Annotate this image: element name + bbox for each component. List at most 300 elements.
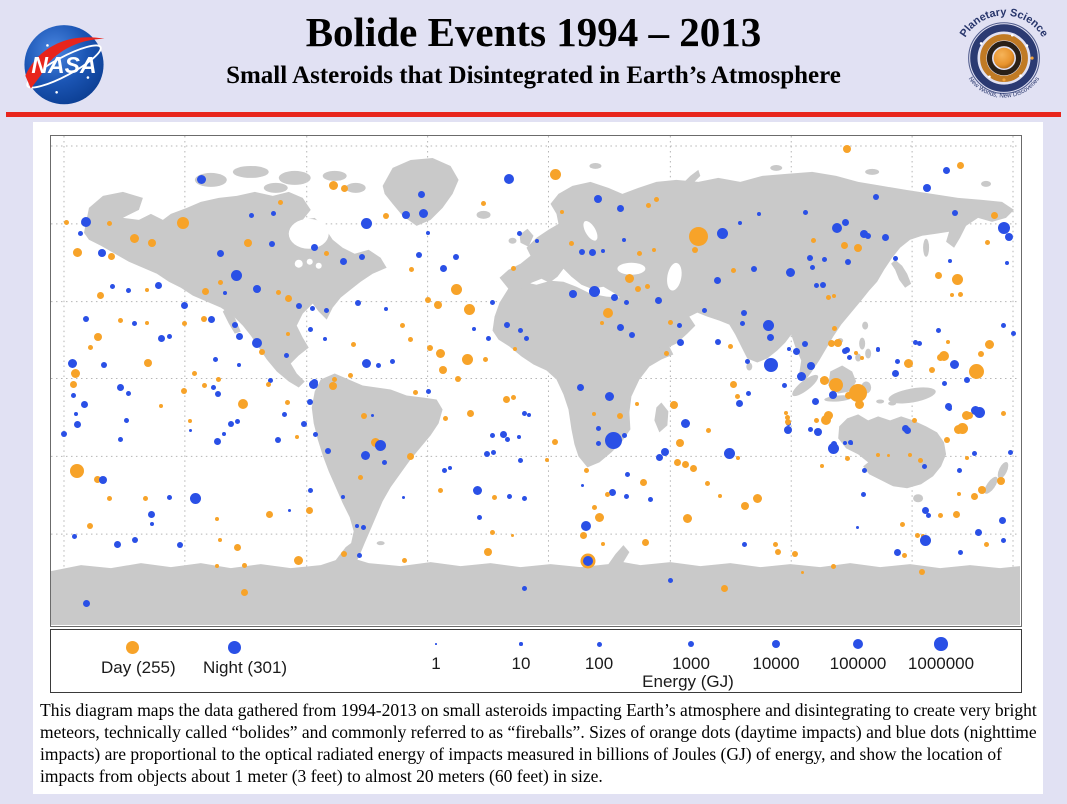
- bolide-dot: [130, 234, 139, 243]
- bolide-dot: [242, 563, 247, 568]
- bolide-dot: [71, 369, 80, 378]
- bolide-dot: [810, 265, 815, 270]
- bolide-dot: [61, 431, 67, 437]
- bolide-dot: [965, 456, 969, 460]
- bolide-dot: [957, 162, 964, 169]
- bolide-dot: [942, 381, 947, 386]
- bolide-dot: [145, 288, 149, 292]
- bolide-dot: [640, 479, 647, 486]
- bolide-dot: [786, 268, 795, 277]
- bolide-dot: [481, 201, 486, 206]
- bolide-dot: [513, 347, 517, 351]
- bolide-dot: [876, 453, 880, 457]
- bolide-dot: [355, 300, 361, 306]
- bolide-dot: [705, 481, 710, 486]
- bolide-dot: [324, 251, 329, 256]
- bolide-dot: [601, 249, 605, 253]
- energy-scale-dot: [519, 642, 523, 646]
- bolide-dot: [271, 211, 276, 216]
- bolide-dot: [946, 340, 950, 344]
- bolide-dot: [661, 448, 669, 456]
- bolide-dot: [637, 251, 642, 256]
- bolide-dot: [167, 334, 172, 339]
- bolide-dot: [950, 293, 954, 297]
- bolide-dot: [234, 544, 241, 551]
- bolide-dot: [821, 415, 831, 425]
- bolide-dot: [359, 254, 365, 260]
- bolide-dot: [577, 384, 584, 391]
- bolide-dot: [938, 513, 943, 518]
- bolide-dot: [841, 242, 848, 249]
- bolide-dot: [390, 359, 395, 364]
- bolide-dot: [847, 355, 852, 360]
- bolide-dot: [311, 244, 318, 251]
- bolide-dot: [491, 450, 496, 455]
- bolide-dot: [952, 274, 963, 285]
- energy-scale-dot: [772, 640, 781, 649]
- night-swatch-icon: [228, 641, 241, 654]
- bolide-dot: [702, 308, 707, 313]
- bolide-dot: [107, 221, 112, 226]
- bolide-dot: [735, 394, 740, 399]
- bolide-dot: [717, 228, 728, 239]
- bolide-dot: [211, 385, 216, 390]
- bolide-dot: [235, 419, 240, 424]
- bolide-dot: [78, 231, 83, 236]
- bolide-dot: [503, 396, 510, 403]
- bolide-dot: [908, 453, 912, 457]
- bolide-dot: [1008, 450, 1013, 455]
- bolide-dot: [535, 239, 539, 243]
- bolide-dot: [371, 414, 374, 417]
- bolide-dot: [114, 541, 121, 548]
- bolide-dot: [145, 321, 149, 325]
- day-swatch-icon: [126, 641, 139, 654]
- bolide-dot: [201, 316, 207, 322]
- bolide-dot: [773, 542, 778, 547]
- bolide-dot: [427, 345, 433, 351]
- bolide-dot: [383, 213, 389, 219]
- bolide-dot: [1011, 331, 1016, 336]
- bolide-dot: [295, 435, 299, 439]
- bolide-dot: [617, 205, 624, 212]
- bolide-dot: [845, 259, 851, 265]
- bolide-dot: [603, 308, 613, 318]
- bolide-dot: [757, 212, 761, 216]
- bolide-dot: [307, 399, 313, 405]
- bolide-dot: [384, 307, 388, 311]
- bolide-dot: [782, 383, 787, 388]
- bolide-dot: [202, 383, 207, 388]
- bolide-dot: [94, 333, 102, 341]
- bolide-dot: [918, 458, 923, 463]
- bolide-dot: [269, 241, 275, 247]
- bolide-dot: [148, 511, 155, 518]
- bolide-dot: [985, 340, 994, 349]
- bolide-dot: [971, 493, 978, 500]
- bolide-dot: [505, 437, 510, 442]
- bolide-dot: [402, 211, 410, 219]
- bolide-dot: [275, 437, 281, 443]
- bolide-dot: [692, 247, 698, 253]
- bolide-dot: [83, 316, 89, 322]
- bolide-dot: [741, 502, 749, 510]
- bolide-dot: [635, 286, 641, 292]
- bolide-dot: [517, 435, 521, 439]
- bolide-dot: [793, 348, 800, 355]
- bolide-dot: [728, 344, 733, 349]
- energy-scale-dot: [597, 642, 602, 647]
- bolide-dot: [601, 542, 605, 546]
- bolide-dot: [736, 400, 743, 407]
- bolide-dot: [858, 401, 863, 406]
- bolide-dot: [978, 486, 986, 494]
- bolide-dot: [348, 373, 353, 378]
- bolide-dot: [952, 210, 958, 216]
- bolide-dot: [402, 496, 405, 499]
- bolide-dot: [926, 513, 931, 518]
- night-label: Night (301): [203, 658, 288, 677]
- bolide-dot: [101, 362, 107, 368]
- bolide-dot: [642, 539, 649, 546]
- planetary-science-logo-icon: [952, 4, 1056, 108]
- bolide-dot: [241, 589, 248, 596]
- bolide-dot: [97, 292, 104, 299]
- bolide-dot: [382, 460, 387, 465]
- bolide-dot: [676, 439, 684, 447]
- bolide-dot: [741, 310, 747, 316]
- bolide-dot: [764, 358, 778, 372]
- bolide-dot: [355, 524, 359, 528]
- bolide-dot: [832, 326, 837, 331]
- bolide-dot: [181, 302, 188, 309]
- bolide-dot: [357, 553, 362, 558]
- bolide-dot: [253, 285, 261, 293]
- bolide-dot: [416, 252, 422, 258]
- bolide-dot: [689, 227, 708, 246]
- bolide-dot: [192, 371, 197, 376]
- bolide-dot: [507, 494, 512, 499]
- page-subtitle: Small Asteroids that Disintegrated in Earth’s Atmosphere: [226, 62, 841, 89]
- bolide-dot: [828, 443, 839, 454]
- bolide-dot: [126, 391, 131, 396]
- bolide-dot: [266, 511, 273, 518]
- bolide-dot: [745, 359, 750, 364]
- bolide-dot: [550, 169, 561, 180]
- bolide-dot: [182, 321, 187, 326]
- bolide-dot: [991, 212, 998, 219]
- bolide-dot: [820, 464, 824, 468]
- bolide-dot: [917, 341, 922, 346]
- bolide-dot: [957, 492, 961, 496]
- bolide-dot: [814, 418, 819, 423]
- bolide-dot: [677, 339, 684, 346]
- bolide-dot: [341, 551, 347, 557]
- bolide-dot: [929, 367, 935, 373]
- bolide-dot: [646, 203, 651, 208]
- bolide-dot: [167, 495, 172, 500]
- energy-scale-dot: [688, 641, 695, 648]
- bolide-dot: [947, 406, 952, 411]
- bolide-dot: [842, 348, 848, 354]
- bolide-dot: [222, 432, 226, 436]
- bolide-dot: [340, 258, 347, 265]
- bolide-dot: [278, 200, 283, 205]
- energy-scale-value: 10000: [752, 654, 800, 673]
- bolide-dot: [511, 395, 516, 400]
- bolide-dot: [617, 413, 623, 419]
- bolide-dot: [215, 391, 221, 397]
- bolide-dot: [83, 600, 90, 607]
- bolide-dot: [294, 556, 303, 565]
- bolide-dot: [150, 522, 154, 526]
- bolide-dot: [622, 433, 627, 438]
- energy-scale-dot: [934, 637, 948, 651]
- bolide-dot: [920, 535, 931, 546]
- bolide-dot: [408, 337, 413, 342]
- bolide-dot: [99, 476, 107, 484]
- bolide-dot: [73, 248, 82, 257]
- bolide-dot: [715, 339, 721, 345]
- bolide-dot: [81, 217, 91, 227]
- bolide-dot: [957, 423, 968, 434]
- bolide-dot: [569, 241, 574, 246]
- bolide-dot: [957, 468, 962, 473]
- bolide-dot: [822, 257, 827, 262]
- bolide-dot: [117, 384, 124, 391]
- bolide-dot: [958, 292, 963, 297]
- bolide-dot: [1005, 261, 1009, 265]
- bolide-dot: [936, 328, 941, 333]
- bolide-dot: [832, 223, 842, 233]
- bolide-dot: [181, 388, 187, 394]
- bolide-dot: [625, 274, 634, 283]
- bolide-dot: [244, 239, 252, 247]
- bolide-dot: [218, 538, 222, 542]
- bolide-dot: [236, 333, 243, 340]
- bolide-dot: [882, 234, 889, 241]
- bolide-dot: [309, 380, 318, 389]
- bolide-dot: [843, 145, 851, 153]
- bolide-dot: [592, 505, 597, 510]
- bolide-dot: [1005, 233, 1013, 241]
- bolide-dot: [215, 564, 219, 568]
- bolide-dot: [189, 429, 192, 432]
- bolide-dot: [843, 441, 847, 445]
- bolide-dot: [486, 336, 491, 341]
- bolide-dot: [624, 494, 629, 499]
- ps-logo-top-text: Planetary Science: [957, 6, 1051, 40]
- bolide-dot: [361, 218, 372, 229]
- energy-scale-dot: [853, 639, 864, 650]
- bolide-dot: [72, 534, 77, 539]
- ps-logo-bottom-text: New Worlds, New Discoveries: [966, 75, 1042, 100]
- bolide-dot: [522, 411, 527, 416]
- bolide-dot: [848, 440, 853, 445]
- bolide-dot: [718, 494, 722, 498]
- bolide-dot: [126, 288, 131, 293]
- bolide-dot: [522, 586, 527, 591]
- bolide-dot: [1001, 538, 1006, 543]
- bolide-dot: [351, 342, 356, 347]
- content-panel: [33, 122, 1043, 794]
- bolide-dot: [443, 416, 448, 421]
- bolide-dot: [310, 306, 315, 311]
- bolide-dot: [436, 349, 445, 358]
- bolide-dot: [110, 284, 115, 289]
- bolide-dot: [188, 419, 192, 423]
- bolide-dot: [581, 484, 584, 487]
- bolide-dot: [812, 398, 819, 405]
- bolide-dot: [362, 359, 371, 368]
- page-header: [0, 0, 1067, 122]
- bolide-dot: [915, 533, 920, 538]
- bolide-dot: [579, 249, 585, 255]
- bolide-dot: [249, 213, 254, 218]
- bolide-dot: [440, 265, 447, 272]
- bolide-dot: [438, 488, 443, 493]
- energy-scale-value: 10: [511, 654, 531, 673]
- bolide-dot: [286, 332, 290, 336]
- bolide-dot: [895, 359, 900, 364]
- bolide-dot: [144, 359, 152, 367]
- bolide-dot: [197, 175, 206, 184]
- bolide-dot: [285, 400, 290, 405]
- bolide-dot: [522, 496, 527, 501]
- bolide-dot: [64, 220, 69, 225]
- bolide-dot: [832, 294, 836, 298]
- bolide-dot: [329, 382, 337, 390]
- bolide-dot: [950, 360, 959, 369]
- bolide-dot: [792, 551, 798, 557]
- bolide-dot: [596, 426, 601, 431]
- bolide-dot: [802, 341, 808, 347]
- bolide-dot: [801, 571, 804, 574]
- bolide-dot: [158, 335, 165, 342]
- bolide-dot: [517, 231, 522, 236]
- bolide-dot: [177, 542, 183, 548]
- bolide-dot: [504, 174, 514, 184]
- bolide-dot: [583, 556, 593, 566]
- energy-scale-value: 1000000: [907, 654, 975, 673]
- bolide-dot: [784, 411, 788, 415]
- legend: [50, 629, 1022, 693]
- bolide-dot: [217, 250, 224, 257]
- bolide-dot: [552, 439, 558, 445]
- world-map: [50, 135, 1022, 627]
- bolide-dot: [730, 381, 737, 388]
- bolide-dot: [670, 401, 678, 409]
- bolide-dot: [448, 466, 452, 470]
- bolide-dot: [361, 413, 367, 419]
- bolide-dot: [635, 402, 639, 406]
- bolide-dot: [787, 347, 791, 351]
- svg-text:NASA: NASA: [31, 51, 97, 78]
- bolide-dot: [74, 412, 78, 416]
- bolide-dot: [740, 321, 745, 326]
- bolide-dot: [477, 515, 482, 520]
- bolide-dot: [490, 530, 495, 535]
- bolide-dot: [738, 221, 742, 225]
- bolide-dot: [467, 410, 474, 417]
- bolide-dot: [654, 197, 659, 202]
- bolide-dot: [306, 507, 313, 514]
- bolide-dot: [426, 389, 431, 394]
- bolide-dot: [124, 418, 129, 423]
- bolide-dot: [808, 427, 813, 432]
- bolide-dot: [611, 294, 618, 301]
- bolide-dot: [600, 321, 604, 325]
- page-title: Bolide Events 1994 – 2013: [305, 9, 762, 55]
- bolide-dot: [902, 553, 907, 558]
- bolide-dot: [985, 240, 990, 245]
- bolide-dot: [724, 448, 735, 459]
- bolide-dot: [545, 458, 549, 462]
- bolide-dot: [742, 542, 747, 547]
- header-divider: [6, 112, 1061, 117]
- bolide-dot: [213, 357, 218, 362]
- bolide-dot: [492, 495, 497, 500]
- bolide-dot: [473, 486, 482, 495]
- bolide-dot: [935, 272, 942, 279]
- bolide-dot: [332, 377, 337, 382]
- bolide-dot: [617, 324, 624, 331]
- bolide-dot: [296, 303, 302, 309]
- bolide-dot: [361, 525, 366, 530]
- bolide-dot: [807, 362, 815, 370]
- bolide-dot: [997, 477, 1005, 485]
- bolide-dot: [259, 349, 265, 355]
- bolide-dot: [814, 428, 822, 436]
- bolide-dot: [683, 514, 692, 523]
- energy-scale-value: 100000: [829, 654, 887, 673]
- bolide-dot: [285, 295, 292, 302]
- bolide-dot: [624, 300, 629, 305]
- bolide-dot: [325, 448, 331, 454]
- bolide-dot: [484, 548, 492, 556]
- energy-scale-value: 100: [584, 654, 614, 673]
- bolide-dot: [652, 248, 656, 252]
- bolide-dot: [490, 433, 495, 438]
- bolide-dot: [301, 421, 307, 427]
- bolide-dot: [132, 537, 138, 543]
- bolide-dot: [784, 426, 792, 434]
- bolide-dot: [518, 458, 523, 463]
- bolide-dot: [923, 184, 931, 192]
- bolide-dot: [341, 185, 348, 192]
- energy-scale-value: 1: [431, 654, 441, 673]
- bolide-dot: [753, 494, 762, 503]
- bolide-dot: [159, 404, 163, 408]
- bolide-dot: [807, 255, 813, 261]
- bolide-dot: [208, 316, 215, 323]
- bolide-dot: [919, 569, 925, 575]
- bolide-dot: [252, 338, 262, 348]
- bolide-dot: [455, 376, 461, 382]
- bolide-dot: [425, 297, 431, 303]
- bolide-dot: [266, 382, 271, 387]
- bolide-dot: [70, 464, 84, 478]
- bolide-dot: [511, 266, 516, 271]
- bolide-dot: [1001, 411, 1006, 416]
- bolide-dot: [518, 328, 523, 333]
- bolide-dot: [943, 167, 950, 174]
- bolide-dot: [860, 356, 864, 360]
- bolide-dot: [231, 270, 242, 281]
- bolide-dot: [939, 351, 949, 361]
- bolide-dot: [820, 376, 829, 385]
- bolide-dot: [88, 345, 93, 350]
